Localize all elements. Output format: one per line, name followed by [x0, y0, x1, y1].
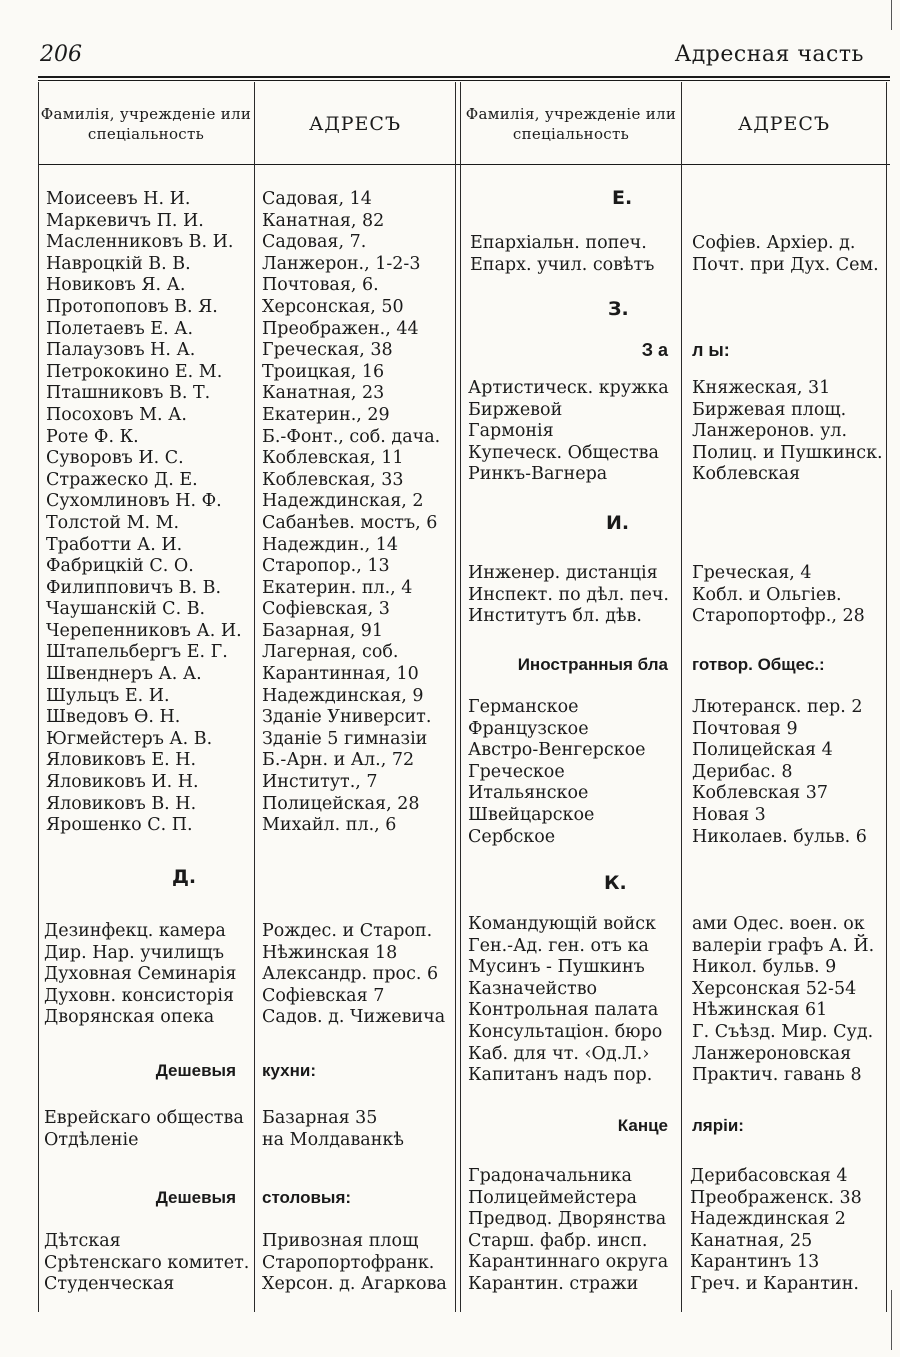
hall-entry-name: Артистическ. кружка [468, 378, 669, 398]
d-entry-address: Рождес. и Староп. [262, 921, 433, 941]
edge-mark [891, 0, 892, 30]
person-entry-name: Стражеско Д. Е. [46, 469, 198, 490]
person-entry-name: Яловиковъ В. Н. [46, 793, 197, 814]
foreign-entry-address: Николаев. бульв. 6 [692, 826, 867, 847]
person-entry-name: Шведовъ Ѳ. Н. [46, 707, 181, 728]
z-name-list [468, 378, 669, 486]
canteen-entry-name: Срѣтенскаго комитет. [44, 1252, 250, 1273]
person-entry-name: Сухомлиновъ Н. Ф. [46, 491, 222, 512]
person-entry-address: Старопор., 13 [262, 556, 390, 577]
person-entry-name: Роте Ф. К. [46, 426, 139, 447]
k-entry-address: Г. Съѣзд. Мир. Суд. [692, 1021, 874, 1042]
chancellery-entry-address: Преображенск. 38 [690, 1187, 862, 1208]
canteen-entry-address: Херсон. д. Агаркова [262, 1274, 447, 1295]
foreign-heading-left: Иностранныя бла [517, 655, 668, 674]
person-entry-name: Тработти А. И. [46, 534, 183, 555]
person-entry-name: Моисеевъ Н. И. [46, 189, 191, 209]
persons-name-list [46, 189, 242, 837]
canteen-entry-address: Привозная площ [262, 1231, 419, 1251]
hall-entry-address: Полиц. и Пушкинск. [692, 442, 883, 463]
k-entry-address: Никол. бульв. 9 [692, 957, 837, 978]
chancellery-entry-address: Греч. и Карантин. [690, 1273, 859, 1294]
e-entry-name: Епарх. учил. совѣтъ [470, 254, 655, 275]
chancellery-address-list [690, 1166, 862, 1296]
person-entry-address: Зданіе 5 гимназіи [262, 728, 428, 749]
person-entry-address: Надеждинская, 2 [262, 491, 424, 512]
d-name-list [44, 921, 236, 1029]
top-rule-thin [38, 80, 890, 81]
kitchens-address-list [262, 1108, 404, 1151]
canteen-entry-name: Дѣтская [44, 1231, 121, 1251]
chancellery-entry-address: Карантинъ 13 [690, 1252, 820, 1273]
d-entry-address: Александр. прос. 6 [262, 964, 439, 985]
foreign-entry-address: Полицейская 4 [692, 740, 833, 761]
person-entry-address: Сабанѣев. мостъ, 6 [262, 512, 438, 533]
foreign-entry-address: Почтовая 9 [692, 718, 798, 739]
d-entry-name: Духовная Семинарія [44, 964, 237, 985]
person-entry-address: Екатерин., 29 [262, 404, 390, 425]
person-entry-name: Полетаевъ Е. А. [46, 318, 194, 339]
person-entry-address: Б.-Арн. и Ал., 72 [262, 750, 415, 771]
person-entry-name: Протопоповъ В. Я. [46, 296, 218, 317]
foreign-entry-name: Итальянское [468, 783, 589, 804]
person-entry-address: Греческая, 38 [262, 340, 393, 361]
hall-entry-name: Биржевой [468, 399, 563, 420]
d-entry-name: Дворянская опека [44, 1007, 215, 1028]
i-entry-name: Институтъ бл. дѣв. [468, 606, 642, 627]
foreign-address-list [692, 697, 867, 848]
k-address-list [692, 914, 874, 1087]
chancellery-entry-address: Канатная, 25 [690, 1230, 813, 1251]
k-entry-name: Капитанъ надъ пор. [468, 1065, 653, 1086]
foreign-heading-right: готвор. Общес.: [692, 655, 825, 674]
chancellery-heading-left: Канце [617, 1116, 668, 1135]
person-entry-name: Югмейстеръ А. В. [46, 728, 213, 749]
section-i-heading: И. [606, 512, 630, 534]
hall-entry-name: Гармонія [468, 421, 554, 442]
chancellery-entry-name: Градоначальника [468, 1166, 632, 1186]
person-entry-address: Базарная, 91 [262, 620, 384, 641]
person-entry-name: Петрококино Е. М. [46, 361, 223, 382]
person-entry-name: Масленниковъ В. И. [46, 232, 234, 253]
page-number: 206 [40, 42, 82, 67]
k-entry-name: Командующій войск [468, 914, 656, 934]
center-divider [455, 82, 461, 1312]
right-border [886, 82, 887, 1312]
foreign-entry-address: Новая 3 [692, 804, 766, 825]
kitchen-entry-name: Отдѣленіе [44, 1129, 139, 1150]
section-k-heading: К. [604, 872, 627, 894]
person-entry-address: Лагерная, соб. [262, 642, 399, 663]
person-entry-address: Ланжерон., 1-2-3 [262, 253, 421, 274]
edge-mark-bottom [891, 1290, 892, 1350]
canteens-name-list [44, 1231, 249, 1296]
z-address-list [692, 378, 883, 486]
kitchen-entry-address: на Молдаванкѣ [262, 1129, 404, 1150]
k-entry-name: Контрольная палата [468, 1000, 659, 1021]
section-z-heading: З. [608, 298, 629, 320]
k-entry-address: ами Одес. воен. ок [692, 914, 865, 934]
chancellery-entry-name: Карантиннаго округа [468, 1252, 669, 1273]
person-entry-name: Пташниковъ В. Т. [46, 383, 211, 404]
header-rule [38, 164, 890, 165]
k-entry-name: Мусинъ - Пушкинъ [468, 957, 645, 978]
k-entry-address: Практич. гавань 8 [692, 1065, 862, 1086]
divider-left [254, 82, 255, 1312]
person-entry-address: Канатная, 82 [262, 210, 385, 231]
person-entry-address: Софіевская, 3 [262, 599, 390, 620]
person-entry-address: Б.-Фонт., соб. дача. [262, 426, 441, 447]
person-entry-name: Суворовъ И. С. [46, 448, 184, 469]
hall-entry-address: Коблевская [692, 464, 801, 485]
cheap-kitchens-heading-left: Дешевыя [155, 1061, 236, 1080]
person-entry-address: Карантинная, 10 [262, 664, 419, 685]
chancellery-name-list [468, 1166, 668, 1296]
d-entry-address: Садов. д. Чижевича [262, 1007, 446, 1028]
left-border [38, 82, 39, 1312]
hall-entry-name: Купеческ. Общества [468, 442, 659, 463]
i-entry-address: Греческая, 4 [692, 563, 812, 583]
person-entry-name: Посоховъ М. А. [46, 404, 187, 425]
i-name-list [468, 563, 669, 628]
address-column-header-right: АДРЕСЪ [737, 113, 831, 135]
d-entry-name: Дир. Нар. училищъ [44, 942, 224, 963]
foreign-entry-address: Коблевская 37 [692, 783, 828, 804]
person-entry-address: Надеждинская, 9 [262, 685, 424, 706]
kitchen-entry-address: Базарная 35 [262, 1108, 378, 1128]
person-entry-address: Зданіе Университ. [262, 707, 432, 728]
address-column-header: АДРЕСЪ [308, 113, 402, 135]
person-entry-address: Садовая, 14 [262, 189, 372, 209]
i-entry-address: Кобл. и Ольгіев. [692, 584, 842, 605]
canteen-entry-address: Старопортофранк. [262, 1252, 435, 1273]
divider-right [681, 82, 682, 1312]
person-entry-name: Палаузовъ Н. А. [46, 340, 196, 361]
chancellery-entry-name: Предвод. Дворянства [468, 1209, 667, 1230]
person-entry-name: Яловиковъ Е. Н. [46, 750, 197, 771]
person-entry-name: Чаушанскій С. В. [46, 599, 206, 620]
foreign-entry-name: Греческое [468, 761, 565, 782]
person-entry-name: Маркевичъ П. И. [46, 210, 204, 231]
d-entry-address: Нѣжинская 18 [262, 942, 398, 963]
e-name-list [470, 233, 654, 276]
person-entry-name: Новиковъ Я. А. [46, 275, 186, 296]
person-entry-address: Коблевская, 33 [262, 469, 404, 490]
chancellery-entry-name: Полицеймейстера [468, 1187, 637, 1208]
foreign-entry-address: Дерибас. 8 [692, 761, 793, 782]
person-entry-name: Фабрицкій С. О. [46, 556, 194, 577]
person-entry-name: Черепенниковъ А. И. [46, 620, 242, 641]
chancellery-entry-name: Карантин. стражи [468, 1273, 639, 1294]
d-entry-name: Духовн. консисторія [44, 985, 235, 1006]
k-entry-name: Казначейство [468, 978, 598, 999]
person-entry-address: Полицейская, 28 [262, 793, 420, 814]
name-column-header-right: Фамилія, учрежденіе или спеціальность [465, 105, 677, 143]
person-entry-name: Навроцкій В. В. [46, 253, 191, 274]
section-e-heading: Е. [612, 187, 633, 209]
person-entry-name: Толстой М. М. [46, 512, 180, 533]
chancellery-entry-address: Надеждинская 2 [690, 1209, 846, 1230]
k-entry-name: Консультаціон. бюро [468, 1021, 663, 1042]
d-entry-address: Софіевская 7 [262, 985, 385, 1006]
d-entry-name: Дезинфекц. камера [44, 921, 226, 941]
i-entry-address: Старопортофр., 28 [692, 606, 865, 627]
person-entry-name: Филипповичъ В. В. [46, 577, 222, 598]
hall-entry-address: Ланжеронов. ул. [692, 421, 848, 442]
halls-heading-right: л ы: [692, 340, 730, 360]
d-address-list [262, 921, 445, 1029]
cheap-canteens-heading-left: Дешевыя [155, 1188, 236, 1207]
k-entry-address: валеріи графъ А. Й. [692, 935, 875, 956]
halls-heading-left: З а [641, 340, 668, 360]
person-entry-address: Садовая, 7. [262, 232, 367, 253]
kitchens-name-list [44, 1108, 244, 1151]
e-entry-address: Софіев. Архіер. д. [692, 233, 856, 253]
k-entry-name: Каб. для чт. ‹Од.Л.› [468, 1043, 650, 1064]
top-rule [38, 76, 890, 78]
person-entry-address: Троицкая, 16 [262, 361, 385, 382]
e-entry-address: Почт. при Дух. Сем. [692, 254, 879, 275]
name-column-header: Фамилія, учрежденіе или спеціальность [40, 105, 252, 143]
person-entry-name: Швенднеръ А. А. [46, 664, 202, 685]
foreign-entry-name: Швейцарское [468, 804, 595, 825]
person-entry-name: Ярошенко С. П. [46, 815, 193, 836]
foreign-entry-name: Австро-Венгерское [468, 740, 646, 761]
chancellery-heading-right: ляріи: [692, 1116, 744, 1135]
hall-entry-name: Ринкъ-Вагнера [468, 464, 608, 485]
person-entry-name: Штапельбергъ Е. Г. [46, 642, 228, 663]
chancellery-entry-name: Старш. фабр. инсп. [468, 1230, 648, 1251]
person-entry-address: Преображен., 44 [262, 318, 419, 339]
i-address-list [692, 563, 865, 628]
foreign-entry-name: Французское [468, 718, 589, 739]
foreign-entry-address: Лютеранск. пер. 2 [692, 697, 863, 717]
foreign-entry-name: Германское [468, 697, 579, 717]
section-d-heading: Д. [172, 866, 197, 888]
person-entry-address: Михайл. пл., 6 [262, 815, 397, 836]
person-entry-address: Херсонская, 50 [262, 296, 404, 317]
cheap-canteens-heading-right: столовыя: [262, 1188, 352, 1207]
e-entry-name: Епархіальн. попеч. [470, 233, 647, 253]
i-entry-name: Инспект. по дѣл. печ. [468, 584, 669, 605]
hall-entry-address: Княжеская, 31 [692, 378, 831, 398]
person-entry-address: Надеждин., 14 [262, 534, 398, 555]
person-entry-name: Яловиковъ И. Н. [46, 772, 199, 793]
k-entry-address: Нѣжинская 61 [692, 1000, 828, 1021]
persons-address-list [262, 189, 440, 837]
e-address-list [692, 233, 879, 276]
canteens-address-list [262, 1231, 447, 1296]
section-title: Адресная часть [674, 42, 864, 67]
person-entry-address: Коблевская, 11 [262, 448, 404, 469]
canteen-entry-name: Студенческая [44, 1274, 175, 1295]
person-entry-name: Шульцъ Е. И. [46, 685, 170, 706]
k-entry-address: Херсонская 52-54 [692, 978, 857, 999]
chancellery-entry-address: Дерибасовская 4 [690, 1166, 848, 1186]
k-entry-address: Ланжероновская [692, 1043, 852, 1064]
i-entry-name: Инженер. дистанція [468, 563, 658, 583]
person-entry-address: Почтовая, 6. [262, 275, 379, 296]
foreign-entry-name: Сербское [468, 826, 556, 847]
kitchen-entry-name: Еврейскаго общества [44, 1108, 244, 1128]
person-entry-address: Институт., 7 [262, 772, 378, 793]
person-entry-address: Екатерин. пл., 4 [262, 577, 413, 598]
cheap-kitchens-heading-right: кухни: [262, 1061, 317, 1080]
foreign-name-list [468, 697, 645, 848]
hall-entry-address: Биржевая площ. [692, 399, 847, 420]
k-name-list [468, 914, 662, 1087]
k-entry-name: Ген.-Ад. ген. отъ ка [468, 935, 649, 956]
person-entry-address: Канатная, 23 [262, 383, 385, 404]
